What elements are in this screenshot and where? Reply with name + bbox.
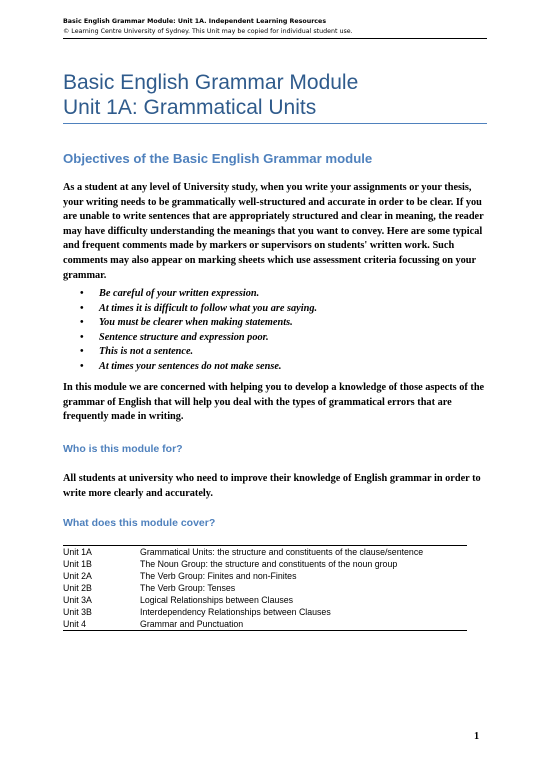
unit-description: Grammar and Punctuation	[140, 619, 244, 629]
table-row	[63, 558, 467, 570]
unit-description: The Noun Group: the structure and constituents of the noun group	[140, 559, 398, 569]
unit-cell: Unit 4	[63, 619, 86, 629]
list-item	[80, 302, 317, 317]
unit-description: Interdependency Relationships between Clauses	[140, 607, 331, 617]
bullet-icon: •	[80, 346, 84, 358]
unit-description: Grammatical Units: the structure and constituents of the clause/sentence	[140, 547, 424, 557]
cover-heading: What does this module cover?	[63, 517, 216, 529]
list-item	[80, 360, 317, 375]
header-module-line: Basic English Grammar Module: Unit 1A. Independent Learning Resources	[63, 18, 327, 25]
comment-text: You must be clearer when making statements.	[99, 317, 293, 329]
table-row	[63, 546, 467, 559]
table-row	[63, 606, 467, 618]
table-row	[63, 582, 467, 594]
comment-text: Sentence structure and expression poor.	[99, 331, 269, 343]
list-item	[80, 287, 317, 302]
title-module: Basic English Grammar Module	[63, 71, 359, 94]
bullet-icon: •	[80, 288, 84, 299]
unit-cell: Unit 1B	[63, 559, 92, 569]
bullet-icon: •	[80, 360, 84, 372]
page-title	[63, 70, 487, 124]
objectives-closing-paragraph: In this module we are concerned with helping you to develop a knowledge of those aspects of the grammar of English that will help you deal with the types of grammatical errors that are frequently made in writing.	[63, 382, 485, 423]
comment-text: At times your sentences do not make sense.	[99, 360, 282, 372]
title-unit: Unit 1A: Grammatical Units	[63, 96, 317, 119]
objectives-heading: Objectives of the Basic English Grammar module	[63, 151, 373, 166]
bullet-icon: •	[80, 331, 84, 343]
who-heading: Who is this module for?	[63, 443, 183, 455]
list-item	[80, 345, 317, 360]
page-number: 1	[474, 731, 480, 742]
units-table	[63, 545, 467, 631]
table-row	[63, 594, 467, 606]
comment-text: Be careful of your written expression.	[99, 288, 260, 299]
unit-description: Logical Relationships between Clauses	[140, 595, 294, 605]
marker-comments-list	[80, 287, 317, 375]
unit-description: The Verb Group: Tenses	[140, 583, 236, 593]
header-copyright-line: © Learning Centre University of Sydney. This Unit may be copied for individual student use.	[63, 28, 353, 35]
table-row	[63, 570, 467, 582]
objectives-intro-paragraph: As a student at any level of University study, when you write your assignments or your thesis, your writing needs to be grammatically well-structured and accurate in order to be clear. If you are unable to write sentences that are appropriately structured and clear in meaning, the reader may have difficulty understanding the meanings that you want to convey. Here are some typical and frequent comments made by markers or supervisors on students' written work. Such comments may also appear on marking sheets which use assessment criteria focussing on your grammar.	[63, 182, 484, 281]
unit-cell: Unit 1A	[63, 547, 92, 557]
unit-cell: Unit 2A	[63, 571, 92, 581]
bullet-icon: •	[80, 317, 84, 329]
who-paragraph: All students at university who need to improve their knowledge of English grammar in order to write more clearly and accurately.	[63, 473, 481, 499]
table-row	[63, 618, 467, 631]
list-item	[80, 316, 317, 331]
unit-description: The Verb Group: Finites and non-Finites	[140, 571, 297, 581]
comment-text: At times it is difficult to follow what you are saying.	[99, 302, 318, 314]
comment-text: This is not a sentence.	[99, 346, 194, 358]
unit-cell: Unit 3A	[63, 595, 92, 605]
bullet-icon: •	[80, 302, 84, 314]
running-header	[63, 17, 487, 39]
list-item	[80, 331, 317, 346]
unit-cell: Unit 2B	[63, 583, 92, 593]
unit-cell: Unit 3B	[63, 607, 92, 617]
